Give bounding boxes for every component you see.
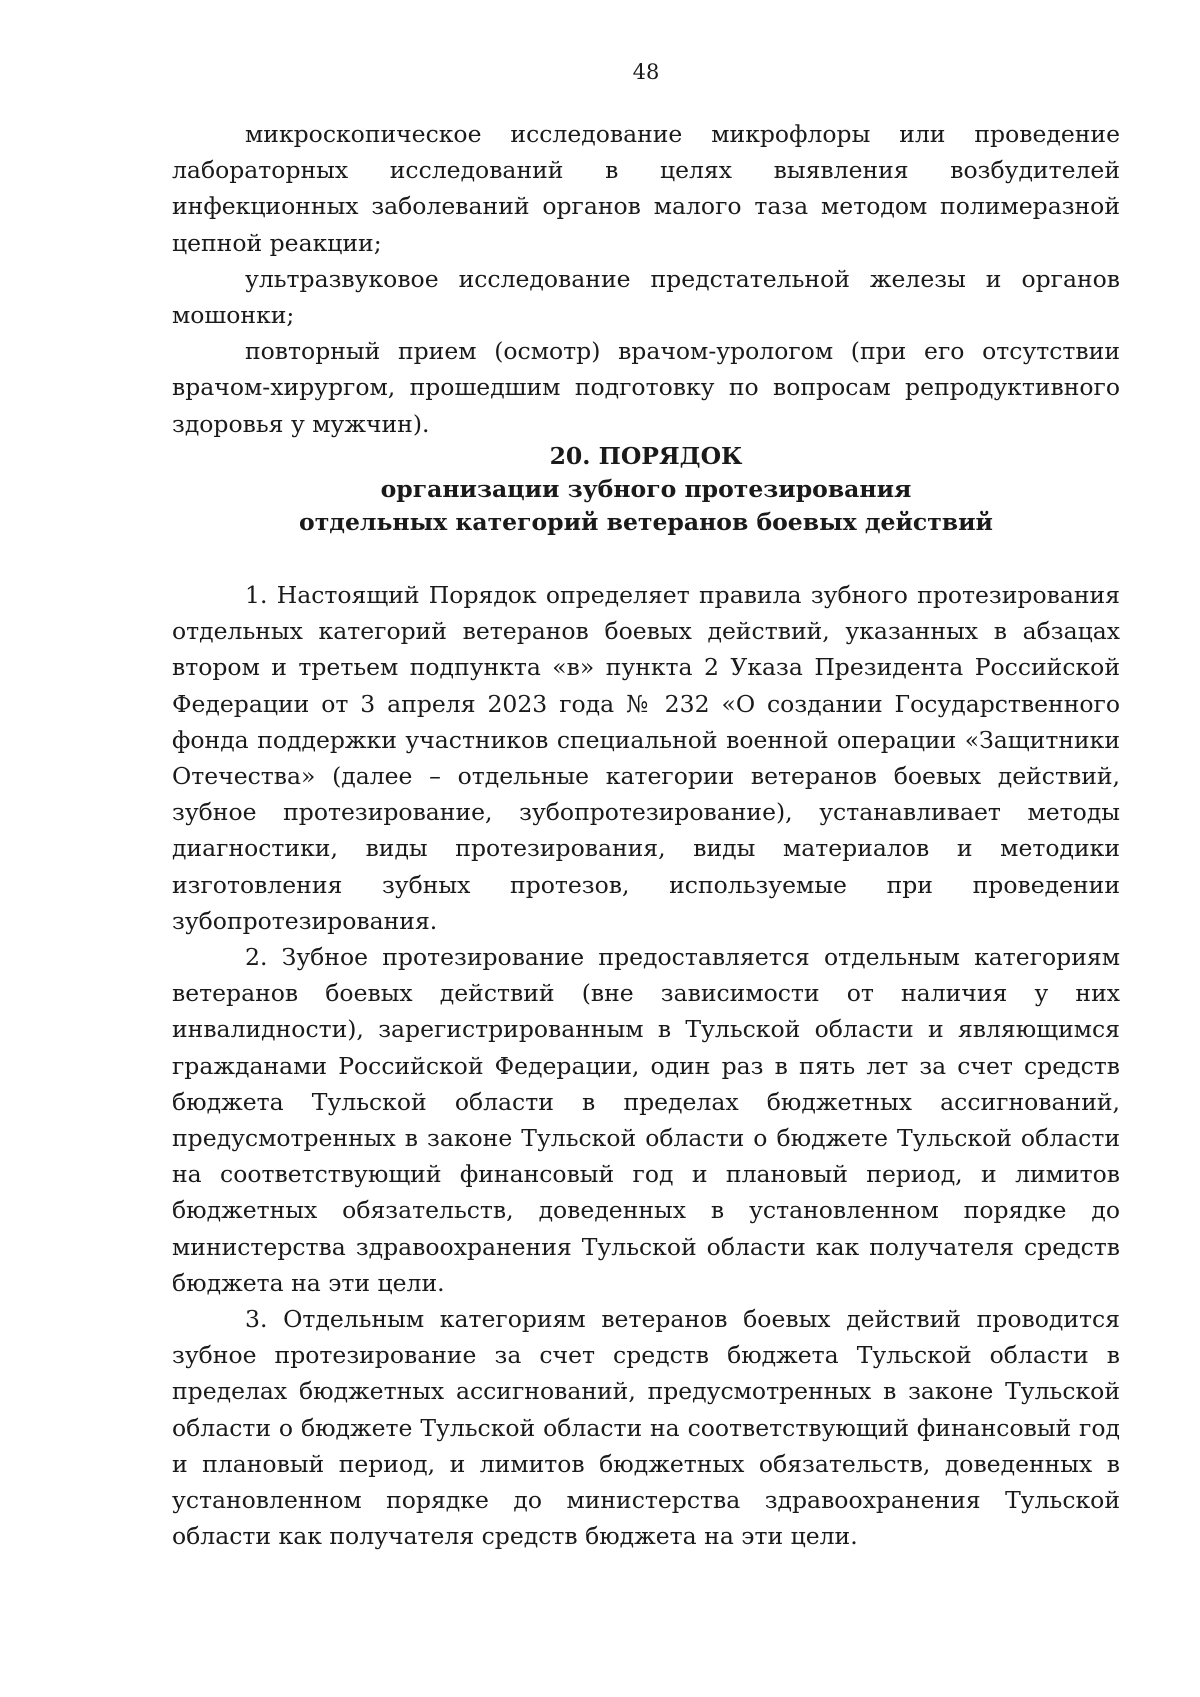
section-body [172, 577, 1120, 1554]
section-title-line-3: отдельных категорий ветеранов боевых действий [299, 508, 993, 536]
section-heading [172, 440, 1120, 539]
list-item-microscopy: микроскопическое исследование микрофлоры или проведение лабораторных исследований в целях выявления возбудителей инфекционных заболеваний органов малого таза методом полимеразной цепной реакции; [172, 120, 1120, 257]
continued-list-block [172, 116, 1120, 442]
clause-1: 1. Настоящий Порядок определяет правила зубного протезирования отдельных категорий ветеранов боевых действий, указанных в абзацах втором и третьем подпункта «в» пункта 2 Указа Президента Российской Федерации от 3 апреля 2023 года № 232 «О создании Государственного фонда поддержки участников специальной военной операции «Защитники Отечества» (далее – отдельные категории ветеранов боевых действий, зубное протезирование, зубопротезирование), устанавливает методы диагностики, виды протезирования, виды материалов и методики изготовления зубных протезов, используемые при проведении зубопротезирования. [172, 581, 1120, 935]
section-title-number: 20. ПОРЯДОК [549, 442, 743, 470]
clause-3: 3. Отдельным категориям ветеранов боевых действий проводится зубное протезирование за счет средств бюджета Тульской области в пределах бюджетных ассигнований, предусмотренных в законе Тульской области о бюджете Тульской области на соответствующий финансовый год и плановый период, и лимитов бюджетных обязательств, доведенных в установленном порядке до министерства здравоохранения Тульской области как получателя средств бюджета на эти цели. [172, 1305, 1120, 1551]
list-item-repeat-visit: повторный прием (осмотр) врачом-урологом (при его отсутствии врачом-хирургом, прошедшим подготовку по вопросам репродуктивного здоровья у мужчин). [172, 337, 1120, 438]
list-item-ultrasound: ультразвуковое исследование предстательной железы и органов мошонки; [172, 264, 1120, 330]
clause-2: 2. Зубное протезирование предоставляется отдельным категориям ветеранов боевых действий (вне зависимости от наличия у них инвалидности), зарегистрированным в Тульской области и являющимся гражданами Российской Федерации, один раз в пять лет за счет средств бюджета Тульской области в пределах бюджетных ассигнований, предусмотренных в законе Тульской области о бюджете Тульской области на соответствующий финансовый год и плановый период, и лимитов бюджетных обязательств, доведенных в установленном порядке до министерства здравоохранения Тульской области как получателя средств бюджета на эти цели. [172, 943, 1120, 1297]
page-number: 48 [632, 60, 660, 84]
section-title-line-2: организации зубного протезирования [380, 475, 912, 503]
